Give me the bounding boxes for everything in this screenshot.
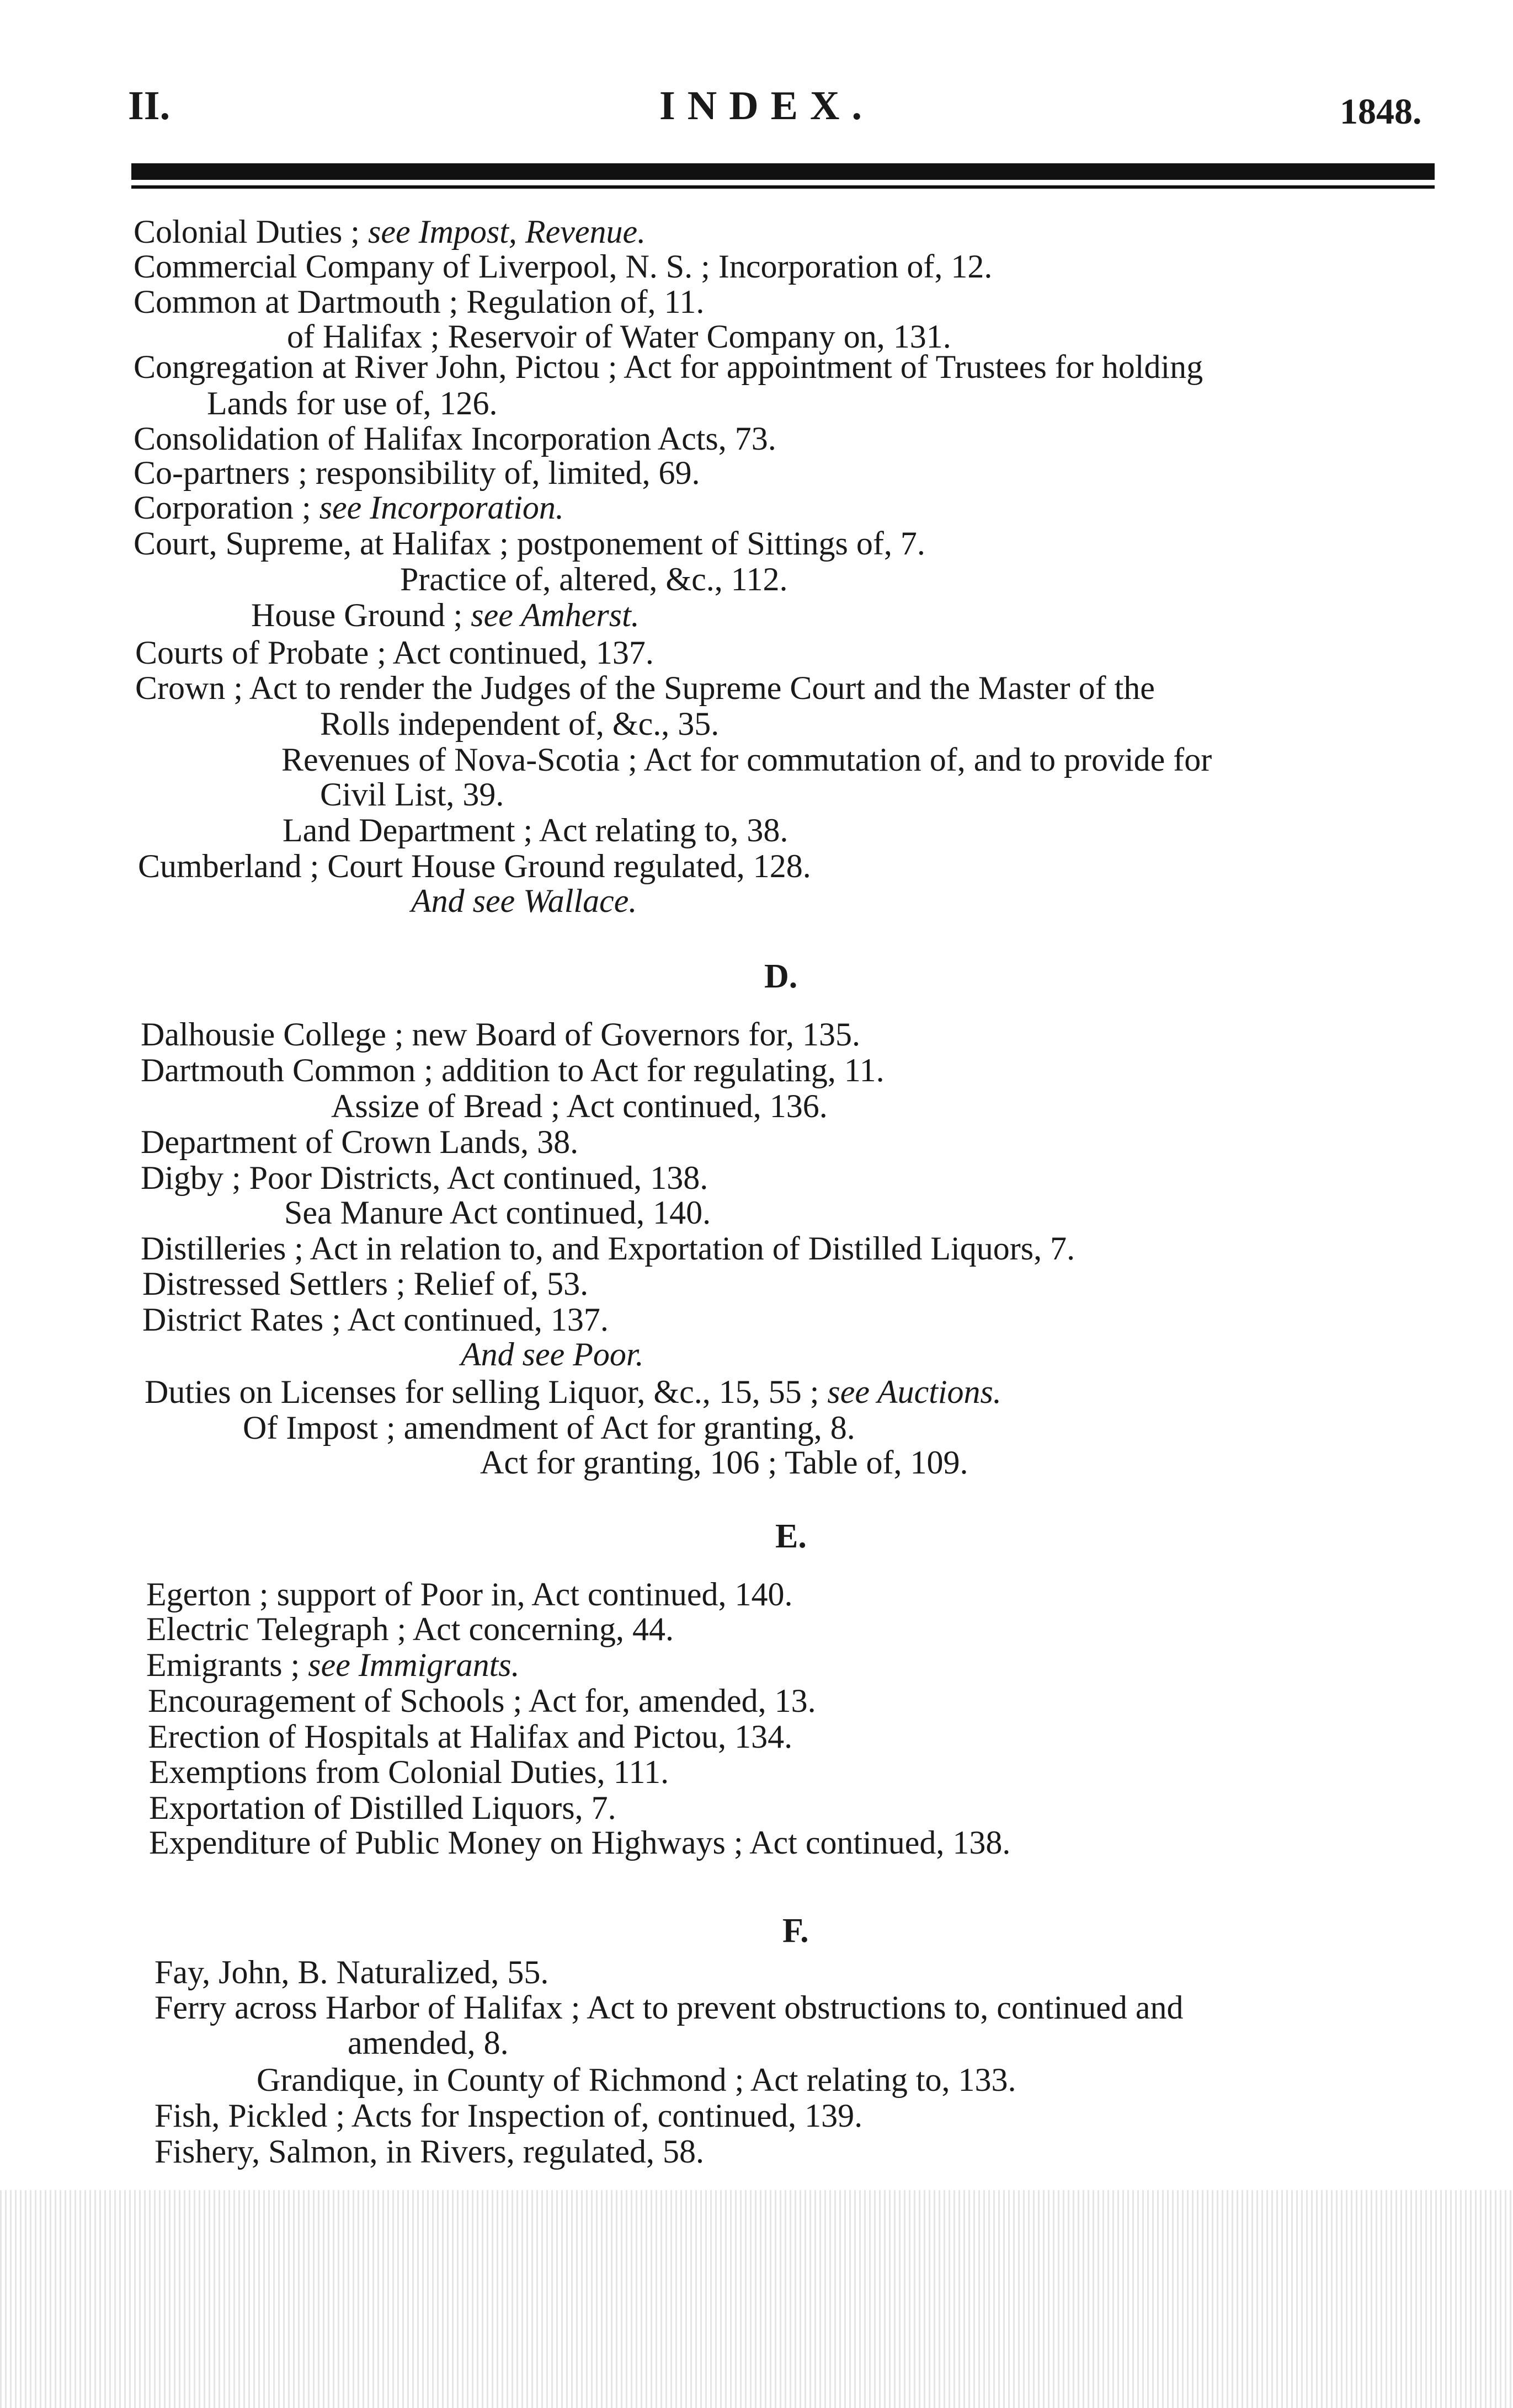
index-entry [141, 1229, 1075, 1268]
entry-text: Grandique, in County of Richmond ; Act relating to, 133. [257, 2062, 1016, 2098]
index-entry [146, 1646, 520, 1684]
index-entry [134, 282, 704, 321]
index-entry [149, 1823, 1010, 1862]
index-entry [142, 1300, 609, 1339]
entry-text: Distressed Settlers ; Relief of, 53. [142, 1266, 589, 1302]
index-entry [320, 704, 719, 743]
entry-text: Cumberland ; Court House Ground regulated, 128. [138, 848, 811, 884]
index-entry [400, 560, 787, 599]
entry-text: Revenues of Nova-Scotia ; Act for commutation of, and to provide for [281, 741, 1212, 778]
index-entry [251, 596, 640, 634]
entry-cross-reference: see Impost, Revenue. [367, 213, 646, 250]
index-entry [134, 488, 564, 527]
entry-text: Dartmouth Common ; addition to Act for regulating, 11. [141, 1052, 885, 1088]
index-entry [257, 2060, 1016, 2099]
index-entry [320, 775, 504, 814]
entry-text: Lands for use of, 126. [207, 385, 498, 421]
entry-text: Fay, John, B. Naturalized, 55. [155, 1954, 549, 1990]
page-title: INDEX. [659, 83, 874, 129]
entry-text: Consolidation of Halifax Incorporation Acts, 73. [134, 420, 776, 457]
entry-text: Congregation at River John, Pictou ; Act for appointment of Trustees for holding [134, 349, 1203, 385]
entry-text: Practice of, altered, &c., 112. [400, 561, 788, 597]
index-entry [134, 419, 776, 458]
entry-cross-reference: see Immigrants. [308, 1647, 520, 1683]
index-entry [149, 1788, 616, 1827]
index-entry [145, 1373, 1001, 1411]
entry-cross-reference: And see Poor. [461, 1336, 644, 1373]
index-entry [411, 882, 637, 920]
entry-text: Ferry across Harbor of Halifax ; Act to prevent obstructions to, continued and [155, 1989, 1184, 2026]
entry-text: Dalhousie College ; new Board of Governors for, 135. [141, 1016, 860, 1053]
index-entry [155, 1988, 1184, 2027]
entry-text: Colonial Duties ; [134, 213, 368, 250]
entry-text: Civil List, 39. [320, 776, 504, 813]
entry-text: of Halifax ; Reservoir of Water Company on, 131. [287, 318, 951, 355]
index-entry [135, 669, 1155, 707]
entry-text: Encouragement of Schools ; Act for, amended, 13. [148, 1683, 816, 1719]
scan-texture [0, 2190, 1513, 2408]
entry-text: Exemptions from Colonial Duties, 111. [149, 1754, 669, 1790]
index-entry [135, 633, 654, 672]
entry-text: Fish, Pickled ; Acts for Inspection of, continued, 139. [155, 2097, 863, 2134]
entry-text: Expenditure of Public Money on Highways ; Act continued, 138. [149, 1824, 1011, 1861]
entry-text: Duties on Licenses for selling Liquor, &c., 15, 55 ; [145, 1374, 828, 1410]
entry-text: Fishery, Salmon, in Rivers, regulated, 58. [155, 2133, 704, 2170]
entry-text: amended, 8. [348, 2025, 509, 2061]
entry-cross-reference: And see Wallace. [411, 883, 637, 919]
index-entry [134, 348, 1203, 386]
section-heading-d: D. [764, 958, 798, 995]
entry-text: Of Impost ; amendment of Act for granting, 8. [243, 1409, 855, 1446]
section-heading-f: F. [782, 1912, 809, 1950]
index-entry [141, 1015, 860, 1054]
entry-text: Common at Dartmouth ; Regulation of, 11. [134, 284, 705, 320]
index-entry [480, 1443, 968, 1482]
index-entry [134, 247, 992, 286]
index-entry [148, 1681, 816, 1720]
index-entry [243, 1408, 855, 1447]
index-entry [146, 1575, 793, 1614]
entry-text: Crown ; Act to render the Judges of the Supreme Court and the Master of the [135, 670, 1155, 706]
entry-text: Corporation ; [134, 489, 319, 526]
entry-text: Department of Crown Lands, 38. [141, 1124, 579, 1160]
entry-text: Courts of Probate ; Act continued, 137. [135, 634, 654, 671]
header-rule-thin [131, 185, 1435, 189]
index-entry [155, 2132, 704, 2171]
entry-text: Assize of Bread ; Act continued, 136. [331, 1088, 828, 1124]
entry-text: Co-partners ; responsibility of, limited, 69. [134, 455, 700, 491]
entry-text: Egerton ; support of Poor in, Act continued, 140. [146, 1576, 793, 1613]
index-entry [134, 453, 700, 492]
page-number: II. [128, 83, 171, 129]
entry-text: Distilleries ; Act in relation to, and Exportation of Distilled Liquors, 7. [141, 1230, 1075, 1267]
section-heading-e: E. [775, 1518, 807, 1555]
index-entry [141, 1158, 708, 1197]
index-entry [331, 1087, 828, 1125]
index-entry [141, 1123, 578, 1161]
index-entry [134, 212, 646, 251]
page-year: 1848. [1340, 92, 1422, 132]
index-entry [138, 847, 811, 885]
index-entry [461, 1335, 644, 1374]
entry-cross-reference: see Auctions. [827, 1374, 1001, 1410]
entry-text: Court, Supreme, at Halifax ; postponement of Sittings of, 7. [134, 525, 925, 562]
index-entry [283, 811, 788, 850]
entry-text: Land Department ; Act relating to, 38. [283, 812, 789, 848]
index-entry [148, 1717, 792, 1756]
index-entry [284, 1193, 711, 1232]
entry-cross-reference: see Amherst. [471, 597, 640, 633]
entry-text: Electric Telegraph ; Act concerning, 44. [146, 1611, 674, 1647]
entry-text: Emigrants ; [146, 1647, 308, 1683]
entry-text: Erection of Hospitals at Halifax and Pictou, 134. [148, 1718, 793, 1755]
index-entry [146, 1610, 674, 1648]
index-entry [155, 2096, 862, 2135]
entry-text: Act for granting, 106 ; Table of, 109. [480, 1444, 968, 1481]
index-entry [141, 1051, 885, 1090]
entry-text: Exportation of Distilled Liquors, 7. [149, 1790, 616, 1826]
index-entry [142, 1264, 588, 1303]
header-rule-thick [131, 163, 1435, 180]
index-entry [348, 2023, 509, 2062]
entry-text: Digby ; Poor Districts, Act continued, 138. [141, 1160, 708, 1196]
index-entry [134, 524, 925, 563]
index-entry [149, 1753, 669, 1791]
entry-text: Rolls independent of, &c., 35. [320, 706, 720, 742]
index-entry [155, 1953, 548, 1991]
entry-text: Commercial Company of Liverpool, N. S. ; Incorporation of, 12. [134, 248, 993, 285]
index-entry [207, 384, 498, 423]
entry-text: Sea Manure Act continued, 140. [284, 1194, 711, 1231]
entry-cross-reference: see Incorporation. [319, 489, 564, 526]
index-entry [281, 740, 1212, 779]
entry-text: House Ground ; [251, 597, 471, 633]
entry-text: District Rates ; Act continued, 137. [142, 1301, 609, 1338]
